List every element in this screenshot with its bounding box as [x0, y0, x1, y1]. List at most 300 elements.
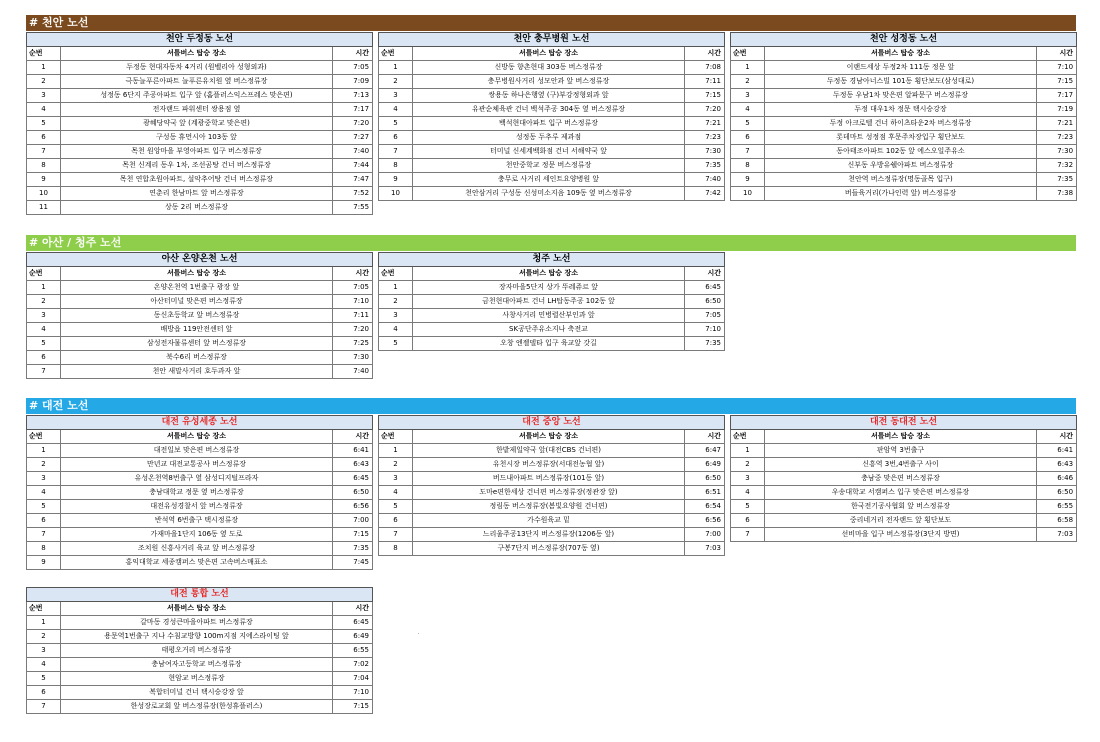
- stop-number: 4: [27, 658, 61, 672]
- stop-number: 9: [27, 173, 61, 187]
- table-row: [379, 103, 725, 117]
- table-row: [379, 486, 725, 500]
- stop-time: 7:52: [333, 187, 373, 201]
- column-header-order: 순번: [731, 47, 765, 61]
- stop-time: 7:09: [333, 75, 373, 89]
- table-row: [731, 145, 1077, 159]
- table-row: [27, 672, 373, 686]
- table-row: [379, 281, 725, 295]
- stop-time: 7:30: [685, 145, 725, 159]
- stop-location: 백석현대아파트 입구 버스정류장: [413, 117, 685, 131]
- stop-location: 롯데마트 성정점 후문주차장입구 횡단보도: [765, 131, 1037, 145]
- stop-location: 한국전기공사협회 앞 버스정류장: [765, 500, 1037, 514]
- column-header-location: 셔틀버스 탑승 장소: [765, 430, 1037, 444]
- stop-number: 6: [27, 351, 61, 365]
- route-title: 천안 두정동 노선: [27, 33, 373, 47]
- stop-time: 6:43: [1037, 458, 1077, 472]
- stop-location: 가재마을1단지 106동 옆 도로: [61, 528, 333, 542]
- stop-number: 6: [731, 131, 765, 145]
- stop-location: 장자마을5단지 상가 뚜레쥬르 앞: [413, 281, 685, 295]
- column-header-time: 시간: [333, 47, 373, 61]
- stop-time: 7:02: [333, 658, 373, 672]
- stop-time: 7:08: [685, 61, 725, 75]
- stop-location: 도마e편한세상 건너편 버스정류장(정관장 앞): [413, 486, 685, 500]
- stop-number: 1: [27, 61, 61, 75]
- table-row: [731, 500, 1077, 514]
- stop-number: 3: [379, 309, 413, 323]
- stop-time: 7:10: [685, 323, 725, 337]
- table-row: [379, 61, 725, 75]
- table-row: [731, 528, 1077, 542]
- table-row: [379, 173, 725, 187]
- stop-time: 7:15: [333, 528, 373, 542]
- stop-time: 6:41: [1037, 444, 1077, 458]
- stop-number: 10: [27, 187, 61, 201]
- stop-time: 7:35: [333, 542, 373, 556]
- stop-number: 8: [27, 542, 61, 556]
- table-row: [379, 542, 725, 556]
- stop-location: 신방동 향촌현대 303동 버스정류장: [413, 61, 685, 75]
- stop-time: 7:40: [333, 145, 373, 159]
- section-header-bar: # 천안 노선: [26, 15, 1076, 31]
- table-row: [379, 117, 725, 131]
- table-row: [27, 61, 373, 75]
- stop-location: 두정동 경남아너스빌 101동 횡단보도(삼성대로): [765, 75, 1037, 89]
- stop-number: 8: [379, 542, 413, 556]
- stop-number: 1: [27, 616, 61, 630]
- stop-location: 현암교 버스정류장: [61, 672, 333, 686]
- stop-location: 온양온천역 1번출구 광장 앞: [61, 281, 333, 295]
- table-row: [27, 187, 373, 201]
- stop-time: 7:40: [685, 173, 725, 187]
- column-header-time: 시간: [685, 47, 725, 61]
- stop-location: 유천시장 버스정류장(서대전농협 앞): [413, 458, 685, 472]
- stop-number: 7: [379, 528, 413, 542]
- stop-number: 2: [27, 458, 61, 472]
- stop-time: 6:45: [685, 281, 725, 295]
- stop-number: 2: [731, 458, 765, 472]
- stop-time: 7:40: [333, 365, 373, 379]
- stop-time: 7:35: [685, 337, 725, 351]
- table-row: [27, 89, 373, 103]
- route-title: 청주 노선: [379, 253, 725, 267]
- table-row: [379, 145, 725, 159]
- stop-time: 6:47: [685, 444, 725, 458]
- stop-number: 4: [379, 323, 413, 337]
- stop-location: 느리울주공13단지 버스정류장(1206동 앞): [413, 528, 685, 542]
- stop-number: 3: [379, 89, 413, 103]
- stop-location: 목천 연합초원아파트, 설악추어탕 건너 버스정류장: [61, 173, 333, 187]
- stop-time: 7:20: [333, 323, 373, 337]
- stop-number: 3: [27, 309, 61, 323]
- stop-number: 1: [27, 281, 61, 295]
- stop-location: 가수원육교 밑: [413, 514, 685, 528]
- column-header-location: 셔틀버스 탑승 장소: [413, 267, 685, 281]
- route-table: [378, 32, 725, 201]
- table-row: [379, 89, 725, 103]
- column-header-order: 순번: [27, 47, 61, 61]
- table-row: [379, 337, 725, 351]
- stop-number: 6: [731, 514, 765, 528]
- stop-location: 두정 대우1차 정문 택시승강장: [765, 103, 1037, 117]
- column-header-order: 순번: [27, 267, 61, 281]
- stop-time: 7:03: [1037, 528, 1077, 542]
- stop-number: 9: [27, 556, 61, 570]
- table-row: [27, 131, 373, 145]
- stop-number: 2: [27, 75, 61, 89]
- stop-location: 홍익대학교 세종캠퍼스 맞은편 고속버스매표소: [61, 556, 333, 570]
- stop-time: 6:58: [1037, 514, 1077, 528]
- table-row: [27, 658, 373, 672]
- table-row: [27, 514, 373, 528]
- stray-mark: [418, 633, 419, 634]
- stop-location: 유관순체육관 건너 백석주공 304동 옆 버스정류장: [413, 103, 685, 117]
- stop-number: 2: [379, 295, 413, 309]
- stop-number: 7: [27, 700, 61, 714]
- stop-number: 3: [379, 472, 413, 486]
- stop-time: 7:42: [685, 187, 725, 201]
- table-row: [731, 61, 1077, 75]
- stop-time: 7:03: [685, 542, 725, 556]
- stop-number: 1: [27, 444, 61, 458]
- column-header-location: 셔틀버스 탑승 장소: [61, 47, 333, 61]
- stop-time: 7:10: [333, 686, 373, 700]
- table-row: [379, 444, 725, 458]
- stop-time: 7:23: [1037, 131, 1077, 145]
- stop-number: 8: [379, 159, 413, 173]
- table-row: [27, 201, 373, 215]
- stop-time: 7:30: [333, 351, 373, 365]
- stop-location: 버들육거리(가나인력 앞) 버스정류장: [765, 187, 1037, 201]
- stop-location: 두정동 우남1차 맞은편 알파문구 버스정류장: [765, 89, 1037, 103]
- stop-number: 4: [379, 486, 413, 500]
- table-row: [731, 444, 1077, 458]
- table-row: [731, 103, 1077, 117]
- column-header-time: 시간: [1037, 430, 1077, 444]
- stop-location: 성정동 6단지 주공아파트 입구 앞 (홈플러스익스프레스 맞은편): [61, 89, 333, 103]
- table-row: [379, 472, 725, 486]
- stop-number: 10: [379, 187, 413, 201]
- table-row: [379, 323, 725, 337]
- table-row: [27, 644, 373, 658]
- table-row: [379, 159, 725, 173]
- column-header-time: 시간: [685, 267, 725, 281]
- stop-number: 3: [731, 89, 765, 103]
- stop-time: 7:13: [333, 89, 373, 103]
- stop-number: 7: [27, 145, 61, 159]
- stop-number: 7: [731, 528, 765, 542]
- stop-time: 6:49: [333, 630, 373, 644]
- stop-location: 두정 아크로텔 건너 하이츠타운2차 버스정류장: [765, 117, 1037, 131]
- column-header-location: 셔틀버스 탑승 장소: [765, 47, 1037, 61]
- stop-time: 6:54: [685, 500, 725, 514]
- route-title: 천안 충무병원 노선: [379, 33, 725, 47]
- stop-number: 6: [27, 514, 61, 528]
- stop-location: 전자랜드 파워센터 쌍용점 옆: [61, 103, 333, 117]
- stop-location: 오창 엔젤델타 입구 육교앞 갓길: [413, 337, 685, 351]
- stop-time: 7:11: [685, 75, 725, 89]
- stop-number: 1: [731, 444, 765, 458]
- stop-time: 6:43: [333, 458, 373, 472]
- stop-time: 6:51: [685, 486, 725, 500]
- column-header-time: 시간: [333, 267, 373, 281]
- stop-time: 6:55: [1037, 500, 1077, 514]
- table-row: [731, 75, 1077, 89]
- stop-number: 3: [731, 472, 765, 486]
- table-row: [27, 173, 373, 187]
- stop-time: 7:32: [1037, 159, 1077, 173]
- table-row: [731, 187, 1077, 201]
- stop-location: 대전유성경찰서 앞 버스정류장: [61, 500, 333, 514]
- column-header-order: 순번: [379, 430, 413, 444]
- stop-time: 7:00: [333, 514, 373, 528]
- stop-time: 6:46: [1037, 472, 1077, 486]
- stop-number: 3: [27, 472, 61, 486]
- table-row: [27, 309, 373, 323]
- stop-location: 금천현대아파트 건너 LH탑동주공 102동 앞: [413, 295, 685, 309]
- route-title: 대전 통합 노선: [27, 588, 373, 602]
- stop-location: 조치원 신흥사거리 육교 앞 버스정류장: [61, 542, 333, 556]
- table-row: [27, 500, 373, 514]
- stop-location: 구성동 휴먼시아 103동 앞: [61, 131, 333, 145]
- stop-time: 6:50: [333, 486, 373, 500]
- stop-number: 2: [27, 295, 61, 309]
- route-title: 대전 중앙 노선: [379, 416, 725, 430]
- stop-location: 한성장로교회 앞 버스정류장(한성휴플러스): [61, 700, 333, 714]
- stop-location: 목천 신계리 동우 1차, 조선곰탕 건너 버스정류장: [61, 159, 333, 173]
- stop-location: 버드내아파트 버스정류장(101동 앞): [413, 472, 685, 486]
- table-row: [27, 486, 373, 500]
- table-row: [27, 159, 373, 173]
- route-title: 대전 동대전 노선: [731, 416, 1077, 430]
- stop-location: SK공단주유소지나 축전교: [413, 323, 685, 337]
- stop-time: 7:10: [333, 295, 373, 309]
- stop-time: 7:35: [685, 159, 725, 173]
- stop-number: 4: [731, 103, 765, 117]
- table-row: [27, 472, 373, 486]
- stop-location: 우송대학교 서캠퍼스 입구 맞은편 버스정류장: [765, 486, 1037, 500]
- stop-number: 5: [379, 117, 413, 131]
- table-row: [27, 630, 373, 644]
- stop-number: 10: [731, 187, 765, 201]
- table-row: [731, 89, 1077, 103]
- stop-number: 9: [731, 173, 765, 187]
- table-row: [27, 75, 373, 89]
- stop-location: 연춘리 한남마트 앞 버스정류장: [61, 187, 333, 201]
- stop-time: 7:20: [685, 103, 725, 117]
- column-header-order: 순번: [379, 267, 413, 281]
- stop-time: 7:15: [685, 89, 725, 103]
- column-header-order: 순번: [731, 430, 765, 444]
- stop-location: 구봉7단지 버스정류장(707동 옆): [413, 542, 685, 556]
- stop-number: 5: [27, 672, 61, 686]
- section-header-bar: # 대전 노선: [26, 398, 1076, 414]
- stop-location: 만년교 대전교통공사 버스정류장: [61, 458, 333, 472]
- stop-location: 충남여자고등학교 버스정류장: [61, 658, 333, 672]
- table-row: [27, 458, 373, 472]
- stop-time: 6:56: [685, 514, 725, 528]
- stop-location: 정림동 버스정류장(봄빛요양원 건너편): [413, 500, 685, 514]
- table-row: [27, 616, 373, 630]
- stop-location: 목천 원앙마을 부영아파트 입구 버스정류장: [61, 145, 333, 159]
- table-row: [27, 145, 373, 159]
- table-row: [27, 686, 373, 700]
- stop-number: 3: [27, 89, 61, 103]
- stop-time: 7:11: [333, 309, 373, 323]
- stop-number: 1: [379, 61, 413, 75]
- stop-time: 7:10: [1037, 61, 1077, 75]
- route-table: [26, 252, 373, 379]
- stop-number: 2: [379, 75, 413, 89]
- stop-time: 7:21: [1037, 117, 1077, 131]
- stop-time: 7:35: [1037, 173, 1077, 187]
- column-header-location: 셔틀버스 탑승 장소: [61, 267, 333, 281]
- stop-location: 천안역 버스정류장(명동골목 입구): [765, 173, 1037, 187]
- stop-number: 8: [731, 159, 765, 173]
- stop-number: 1: [731, 61, 765, 75]
- table-row: [379, 500, 725, 514]
- stop-time: 6:49: [685, 458, 725, 472]
- stop-location: 충무병원사거리 성모안과 앞 버스정류장: [413, 75, 685, 89]
- stop-number: 2: [379, 458, 413, 472]
- table-row: [731, 159, 1077, 173]
- table-row: [27, 700, 373, 714]
- table-row: [27, 323, 373, 337]
- table-row: [27, 281, 373, 295]
- stop-time: 6:41: [333, 444, 373, 458]
- stop-location: 중리네거리 전자랜드 앞 횡단보도: [765, 514, 1037, 528]
- column-header-order: 순번: [379, 47, 413, 61]
- stop-number: 6: [27, 686, 61, 700]
- column-header-order: 순번: [27, 602, 61, 616]
- table-row: [27, 444, 373, 458]
- stop-location: 선비마을 입구 버스정류장(3단지 방면): [765, 528, 1037, 542]
- table-row: [731, 514, 1077, 528]
- table-row: [731, 173, 1077, 187]
- table-row: [379, 75, 725, 89]
- column-header-order: 순번: [27, 430, 61, 444]
- column-header-location: 셔틀버스 탑승 장소: [413, 47, 685, 61]
- stop-location: 신흥역 3번,4번출구 사이: [765, 458, 1037, 472]
- stop-time: 7:23: [685, 131, 725, 145]
- stop-number: 5: [27, 117, 61, 131]
- stop-time: 7:05: [333, 281, 373, 295]
- stop-location: 동아태조아파트 102동 앞 에스오일주유소: [765, 145, 1037, 159]
- table-row: [379, 514, 725, 528]
- stop-time: 7:19: [1037, 103, 1077, 117]
- table-row: [731, 458, 1077, 472]
- table-row: [731, 486, 1077, 500]
- table-row: [731, 472, 1077, 486]
- table-row: [27, 556, 373, 570]
- stop-number: 5: [731, 500, 765, 514]
- stop-time: 6:50: [685, 295, 725, 309]
- stop-number: 4: [379, 103, 413, 117]
- stop-location: 동신초등학교 앞 버스정류장: [61, 309, 333, 323]
- stop-number: 2: [27, 630, 61, 644]
- stop-time: 6:50: [1037, 486, 1077, 500]
- stop-number: 11: [27, 201, 61, 215]
- stop-location: 갈마동 경성큰마을아파트 버스정류장: [61, 616, 333, 630]
- stop-location: 한밭제일약국 앞(대전CBS 건너편): [413, 444, 685, 458]
- stop-number: 5: [379, 337, 413, 351]
- route-table: [730, 415, 1077, 542]
- stop-number: 5: [379, 500, 413, 514]
- route-table: [26, 415, 373, 570]
- stop-time: 7:04: [333, 672, 373, 686]
- table-row: [379, 131, 725, 145]
- stop-time: 7:17: [1037, 89, 1077, 103]
- route-table: [26, 32, 373, 215]
- route-table: [730, 32, 1077, 201]
- stop-location: 충남대학교 정문 옆 버스정류장: [61, 486, 333, 500]
- table-row: [379, 187, 725, 201]
- stop-location: 북수6리 버스정류장: [61, 351, 333, 365]
- stop-number: 5: [731, 117, 765, 131]
- route-title: 아산 온양온천 노선: [27, 253, 373, 267]
- stop-number: 8: [27, 159, 61, 173]
- table-row: [27, 295, 373, 309]
- column-header-time: 시간: [333, 602, 373, 616]
- stop-time: 7:15: [333, 700, 373, 714]
- stop-number: 6: [379, 514, 413, 528]
- table-row: [379, 309, 725, 323]
- route-table: [26, 587, 373, 714]
- stop-location: 두정동 현대자동차 4거리 (원벨리아 성형외과): [61, 61, 333, 75]
- stop-time: 6:50: [685, 472, 725, 486]
- stop-location: 성정동 두추루 제과점: [413, 131, 685, 145]
- stop-time: 7:05: [333, 61, 373, 75]
- stop-location: 복합터미널 건너 택시승강장 앞: [61, 686, 333, 700]
- stop-time: 7:27: [333, 131, 373, 145]
- stop-number: 4: [27, 486, 61, 500]
- route-title: 대전 유성세종 노선: [27, 416, 373, 430]
- stop-time: 7:05: [685, 309, 725, 323]
- column-header-time: 시간: [1037, 47, 1077, 61]
- stop-time: 7:21: [685, 117, 725, 131]
- stop-location: 상동 2리 버스정류장: [61, 201, 333, 215]
- stop-number: 6: [27, 131, 61, 145]
- column-header-location: 셔틀버스 탑승 장소: [413, 430, 685, 444]
- stop-number: 5: [27, 337, 61, 351]
- stop-number: 4: [731, 486, 765, 500]
- table-row: [731, 131, 1077, 145]
- stop-time: 7:47: [333, 173, 373, 187]
- stop-number: 7: [731, 145, 765, 159]
- stop-location: 극동늘푸른아파트 늘푸른유치원 옆 버스정류장: [61, 75, 333, 89]
- stop-location: 유성온천역8번출구 옆 삼성디지털프라자: [61, 472, 333, 486]
- table-row: [379, 295, 725, 309]
- stop-time: 7:38: [1037, 187, 1077, 201]
- table-row: [27, 365, 373, 379]
- stop-time: 7:30: [1037, 145, 1077, 159]
- stop-number: 2: [731, 75, 765, 89]
- route-table: [378, 252, 725, 351]
- stop-location: 천안 새말사거리 호두과자 앞: [61, 365, 333, 379]
- stop-location: 용문역1번출구 지나 수침교방향 100m지점 지에스라이팅 앞: [61, 630, 333, 644]
- stop-time: 6:45: [333, 472, 373, 486]
- stop-location: 광혜당약국 앞 (계광중학교 맞은편): [61, 117, 333, 131]
- stop-location: 대전일보 맞은편 버스정류장: [61, 444, 333, 458]
- stop-number: 9: [379, 173, 413, 187]
- stop-time: 7:15: [1037, 75, 1077, 89]
- column-header-location: 셔틀버스 탑승 장소: [61, 430, 333, 444]
- table-row: [27, 103, 373, 117]
- stop-number: 1: [379, 444, 413, 458]
- stop-number: 7: [27, 365, 61, 379]
- stop-time: 7:20: [333, 117, 373, 131]
- table-row: [27, 351, 373, 365]
